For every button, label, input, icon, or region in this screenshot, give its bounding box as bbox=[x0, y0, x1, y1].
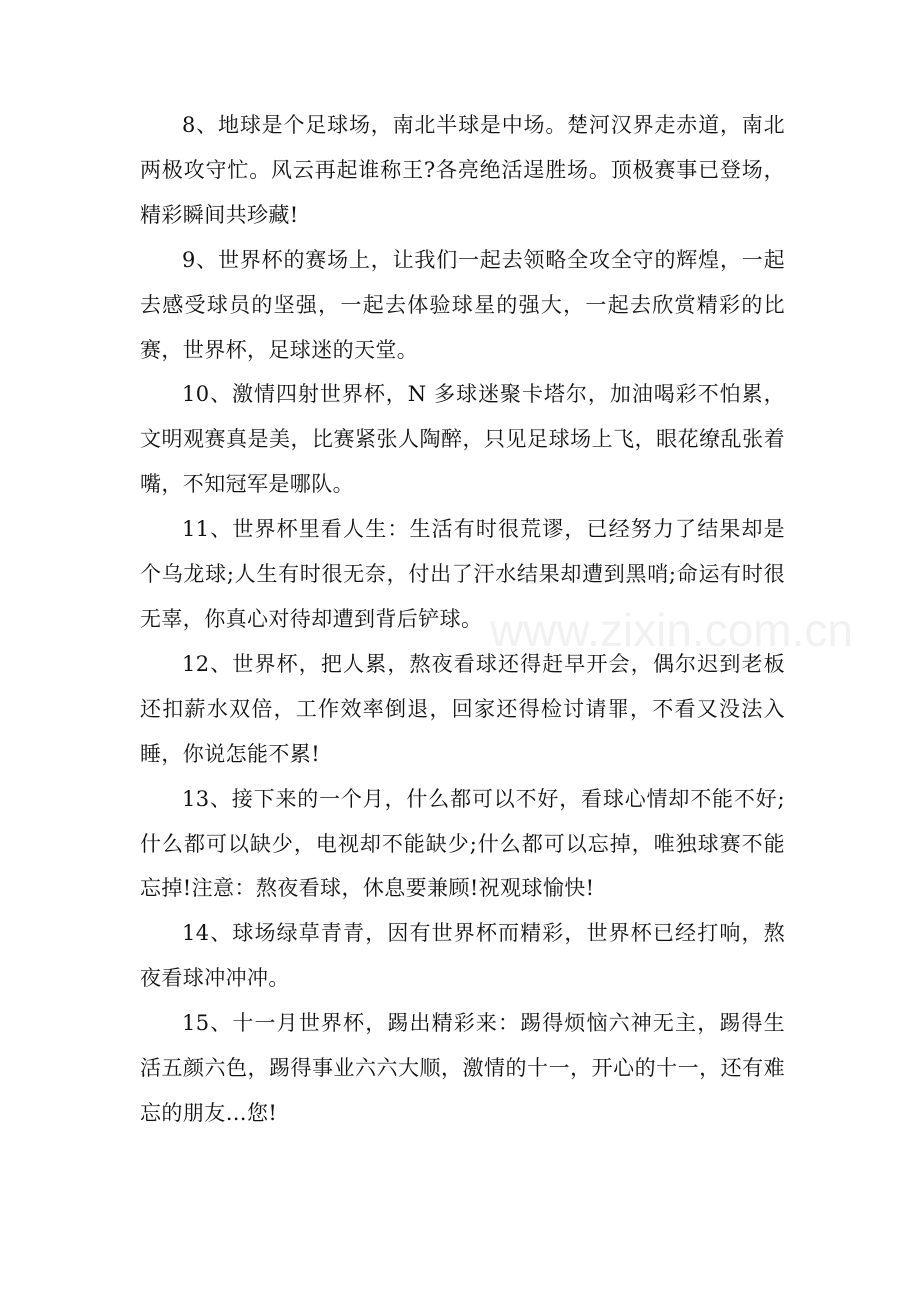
paragraph-11: 11、世界杯里看人生：生活有时很荒谬，已经努力了结果却是个乌龙球;人生有时很无奈，付出了汗水结果却遭到黑哨;命运有时很无辜，你真心对待却遭到背后铲球。 bbox=[140, 517, 785, 631]
watermark-text: www.zixin.com.cn bbox=[490, 604, 853, 656]
paragraph-9: 9、世界杯的赛场上，让我们一起去领略全攻全守的辉煌，一起去感受球员的坚强，一起去体验球星的强大，一起去欣赏精彩的比赛，世界杯，足球迷的天堂。 bbox=[140, 247, 785, 362]
paragraph-14: 14、球场绿草青青，因有世界杯而精彩，世界杯已经打响，熬夜看球冲冲冲。 bbox=[140, 921, 785, 991]
paragraph-12: 12、世界杯，把人累，熬夜看球还得赶早开会，偶尔迟到老板还扣薪水双倍，工作效率倒退，回家还得检讨请罪，不看又没法入睡，你说怎能不累! bbox=[140, 651, 785, 766]
paragraph-10: 10、激情四射世界杯，N 多球迷聚卡塔尔，加油喝彩不怕累，文明观赛真是美，比赛紧张人陶醉，只见足球场上飞，眼花缭乱张着嘴，不知冠军是哪队。 bbox=[140, 382, 785, 497]
document-body bbox=[140, 103, 853, 1136]
paragraph-13: 13、接下来的一个月，什么都可以不好，看球心情却不能不好;什么都可以缺少，电视却不能缺少;什么都可以忘掉，唯独球赛不能忘掉!注意：熬夜看球，休息要兼顾!祝观球愉快! bbox=[140, 786, 785, 901]
paragraph-15: 15、十一月世界杯，踢出精彩来：踢得烦恼六神无主，踢得生活五颜六色，踢得事业六六大顺，激情的十一，开心的十一，还有难忘的朋友…您! bbox=[140, 1011, 785, 1125]
paragraph-8: 8、地球是个足球场，南北半球是中场。楚河汉界走赤道，南北两极攻守忙。风云再起谁称王?各亮绝活逞胜场。顶极赛事已登场，精彩瞬间共珍藏! bbox=[140, 113, 785, 227]
